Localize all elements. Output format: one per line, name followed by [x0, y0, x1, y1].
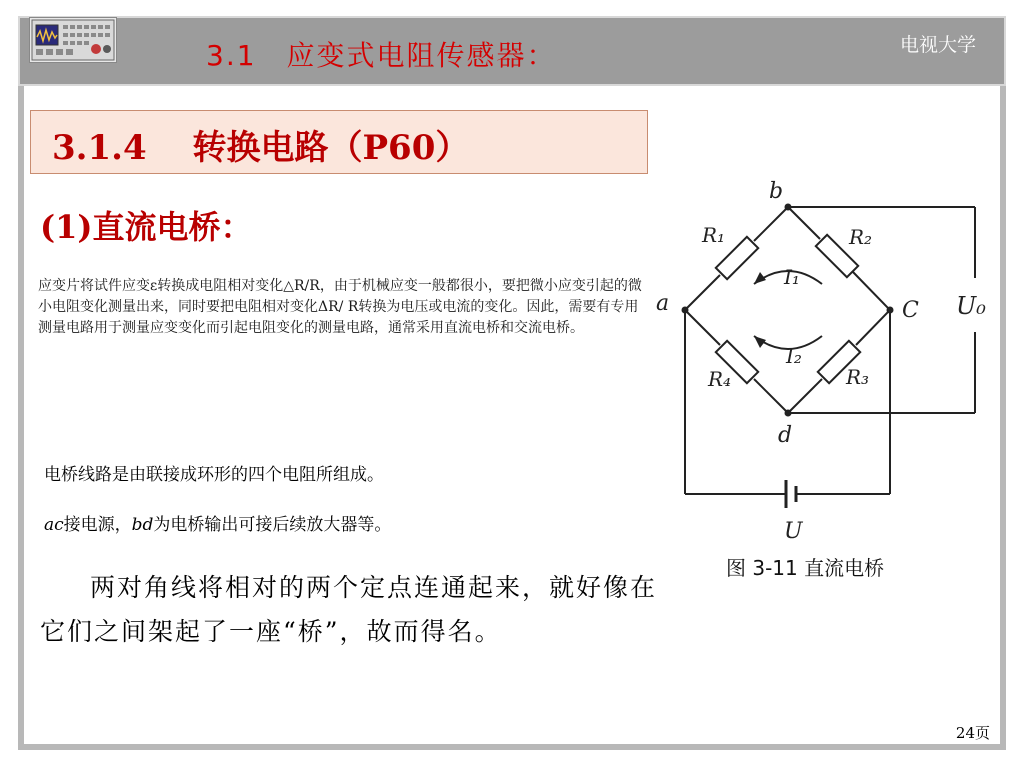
label-r3: R₃ — [846, 365, 870, 389]
oscilloscope-logo-icon — [29, 17, 117, 63]
header-org: 电视大学 — [899, 34, 976, 56]
name-origin-note — [40, 566, 660, 654]
frame-bottom — [18, 744, 1006, 750]
node-c — [887, 307, 894, 314]
bd-term: bd — [131, 515, 154, 535]
label-i2: I₂ — [786, 344, 802, 368]
bridge-description: 电桥线路是由联接成环形的四个电阻所组成。 — [44, 465, 384, 485]
body-paragraph: 应变片将试件应变ε转换成电阻相对变化△R/R，由于机械应变一般都很小，要把微小应变引起的微小电阻变化测量出来，同时要把电阻相对变化ΔR/ R转换为电压或电流的变化。因此，需要有专用测量电路用于测量应变变化而引起电阻变化的测量电路，通常采用直流电桥和交流电桥。 — [38, 278, 642, 336]
section-title: 3.1.4 转换电路（P60） — [52, 128, 470, 168]
note-text: 两对角线将相对的两个定点连通起来，就好像在它们之间架起了一座“桥”，故而得名。 — [40, 573, 658, 646]
label-u: U — [784, 519, 803, 544]
ac-text: 接电源， — [63, 515, 132, 535]
label-c: C — [902, 298, 919, 323]
node-d — [785, 410, 792, 417]
i2-arrow-icon — [754, 336, 766, 348]
label-i1: I₁ — [784, 265, 800, 289]
node-b — [785, 204, 792, 211]
label-r2: R₂ — [849, 225, 873, 249]
label-a: a — [656, 291, 670, 316]
label-d: d — [778, 423, 793, 448]
page-number: 24页 — [955, 724, 990, 742]
header-title: 3.1 应变式电阻传感器： — [206, 39, 557, 72]
i1-arrow-icon — [754, 272, 766, 284]
label-u0: U₀ — [956, 292, 986, 320]
label-b: b — [769, 179, 784, 204]
bridge-circuit-diagram — [650, 176, 990, 576]
figure-caption: 图 3-11 直流电桥 — [726, 556, 885, 580]
ac-term: ac — [44, 515, 64, 535]
bd-text: 为电桥输出可接后续放大器等。 — [153, 515, 392, 535]
frame-right — [1000, 86, 1006, 750]
terminal-description — [44, 510, 391, 535]
label-r1: R₁ — [702, 223, 726, 247]
subheading: (1)直流电桥： — [40, 208, 253, 246]
label-r4: R₄ — [708, 367, 732, 391]
node-a — [682, 307, 689, 314]
